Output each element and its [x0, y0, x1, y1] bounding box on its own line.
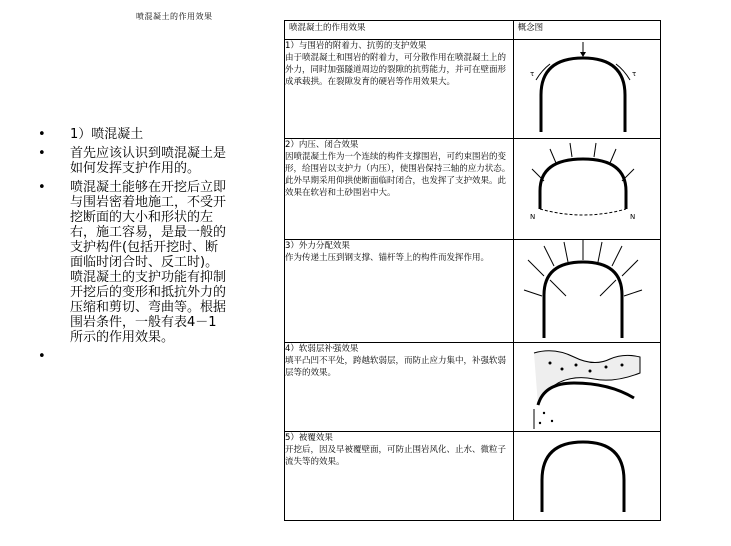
effect-title: 3）外力分配效果 [285, 241, 350, 251]
load-distribution-arch-figure [514, 240, 653, 342]
top-caption: 喷混凝土的作用效果 [136, 12, 213, 21]
figure-cell [513, 343, 660, 432]
bullet-dot: • [38, 146, 46, 161]
shear-label-right: τ [631, 70, 636, 78]
table-row [285, 343, 661, 432]
effect-body: 开挖后，因及早被覆壁面，可防止围岩风化、止水、微粒子流失等的效果。 [285, 445, 507, 467]
bullet-item [38, 146, 228, 176]
effect-title: 5）被覆效果 [285, 433, 333, 443]
lining-arch-figure [514, 432, 653, 520]
header-effect: 喷混凝土的作用效果 [285, 21, 514, 40]
table-row [285, 40, 661, 139]
bullet-dot: • [38, 127, 46, 142]
figure-cell [513, 40, 660, 139]
normal-force-label-right: N [629, 213, 635, 221]
effect-cell [285, 240, 514, 343]
shear-label-left: τ [529, 70, 534, 78]
effect-title: 2）内压、闭合效果 [285, 140, 359, 150]
bullet-text: 1）喷混凝土 [70, 127, 144, 142]
table-row [285, 432, 661, 521]
figure-cell [513, 139, 660, 240]
bullet-text: 喷混凝土能够在开挖后立即与围岩密着地施工，不受开挖断面的大小和形状的左右，施工容易，是最一般的支护构件(包括开挖时、断面临时闭合时、反工时)。喷混凝土的支护功能有抑制开挖后的变形和抵抗外力的压缩和剪切、弯曲等。根据围岩条件，一般有表4－1所示的作用效果。 [70, 180, 227, 345]
figure-cell [513, 432, 660, 521]
header-concept-figure: 概念图 [513, 21, 660, 40]
effect-cell [285, 343, 514, 432]
effect-title: 4）软弱层补强效果 [285, 344, 359, 354]
figure-cell [513, 240, 660, 343]
bullet-item [38, 127, 228, 142]
weak-layer-figure [514, 343, 653, 431]
effect-body: 因喷混凝土作为一个连续的构件支撑围岩，可约束围岩的变形，给围岩以支护力（内压），使围岩保持三轴的应力状态。此外早期采用仰拱使断面临时闭合，也发挥了支护效果。此效果在软岩和土砂围岩中大。 [285, 152, 511, 198]
adhesion-arch-figure [514, 40, 653, 138]
bullet-text: 首先应该认识到喷混凝土是如何发挥支护作用的。 [70, 146, 227, 176]
table-row [285, 240, 661, 343]
effect-title: 1）与围岩的附着力、抗剪的支护效果 [285, 41, 427, 51]
closure-arch-figure [514, 139, 653, 239]
bullet-dot: • [38, 180, 46, 195]
effect-cell [285, 40, 514, 139]
effects-table [284, 20, 661, 521]
effect-body: 作为传递土压到钢支撑、锚杆等上的构件而发挥作用。 [285, 253, 490, 263]
effect-body: 填平凸凹不平处，跨越软弱层，而防止应力集中，补强软弱层等的效果。 [285, 356, 507, 378]
effect-cell [285, 139, 514, 240]
effect-body: 由于喷混凝土和围岩的附着力，可分散作用在喷混凝土上的外力，同时加强隧道周边的裂隙的抗剪能力，并可在壁面形成承载拱。在裂隙发育的硬岩等作用效果大。 [285, 53, 507, 87]
normal-force-label-left: N [529, 213, 535, 221]
bullet-list [38, 127, 228, 364]
table-header-row [285, 21, 661, 40]
bullet-item [38, 180, 228, 345]
table-row [285, 139, 661, 240]
bullet-dot: • [38, 349, 46, 364]
effect-cell [285, 432, 514, 521]
